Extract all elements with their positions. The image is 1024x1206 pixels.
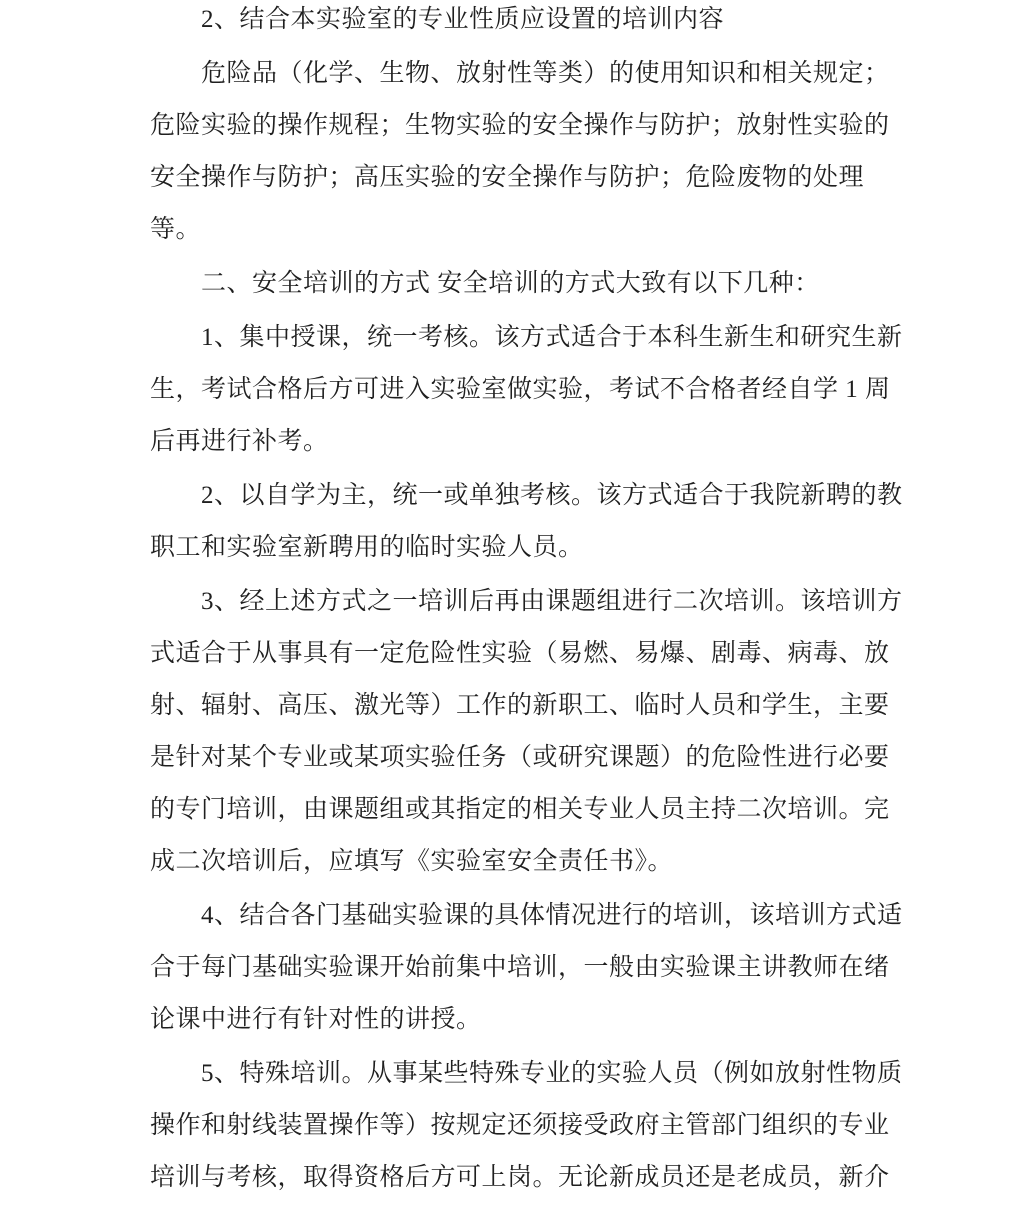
text-line: 成二次培训后，应填写《实验室安全责任书》。 (150, 848, 674, 875)
text-line: 论课中进行有针对性的讲授。 (150, 1006, 482, 1033)
paragraph (150, 0, 884, 46)
paragraph (150, 48, 890, 256)
text-line: 职工和实验室新聘用的临时实验人员。 (150, 534, 584, 561)
text-line: 射、辐射、高压、激光等）工作的新职工、临时人员和学生，主要 (150, 692, 890, 719)
text-line: 危险实验的操作规程；生物实验的安全操作与防护；放射性实验的 (150, 112, 890, 139)
text-line: 2、以自学为主，统一或单独考核。该方式适合于我院新聘的教 (201, 482, 903, 509)
text-line: 二、安全培训的方式 安全培训的方式大致有以下几种： (201, 270, 820, 297)
text-line: 是针对某个专业或某项实验任务（或研究课题）的危险性进行必要 (150, 744, 890, 771)
text-line: 等。 (150, 216, 202, 243)
text-line: 式适合于从事具有一定危险性实验（易燃、易爆、剧毒、病毒、放 (150, 640, 890, 667)
text-line: 4、结合各门基础实验课的具体情况进行的培训，该培训方式适 (201, 902, 903, 929)
paragraph (150, 1048, 903, 1204)
paragraph (150, 576, 903, 888)
text-line: 5、特殊培训。从事某些特殊专业的实验人员（例如放射性物质 (201, 1060, 903, 1087)
text-line: 后再进行补考。 (150, 428, 329, 455)
text-line: 的专门培训，由课题组或其指定的相关专业人员主持二次培训。完 (150, 796, 890, 823)
text-line: 操作和射线装置操作等）按规定还须接受政府主管部门组织的专业 (150, 1112, 890, 1139)
document-body (150, 0, 903, 1206)
text-line: 危险品（化学、生物、放射性等类）的使用知识和相关规定； (201, 60, 890, 87)
text-line: 3、经上述方式之一培训后再由课题组进行二次培训。该培训方 (201, 588, 903, 615)
text-line: 安全操作与防护；高压实验的安全操作与防护；危险废物的处理 (150, 164, 865, 191)
paragraph (150, 890, 903, 1046)
text-line: 2、结合本实验室的专业性质应设置的培训内容 (201, 6, 725, 33)
paragraph (150, 312, 903, 468)
text-line: 合于每门基础实验课开始前集中培训，一般由实验课主讲教师在绪 (150, 954, 890, 981)
paragraph (150, 258, 884, 310)
text-line: 1、集中授课，统一考核。该方式适合于本科生新生和研究生新 (201, 324, 903, 351)
text-line: 生，考试合格后方可进入实验室做实验，考试不合格者经自学 1 周 (150, 376, 891, 403)
text-line: 培训与考核，取得资格后方可上岗。无论新成员还是老成员，新介 (150, 1164, 890, 1191)
paragraph (150, 470, 903, 574)
